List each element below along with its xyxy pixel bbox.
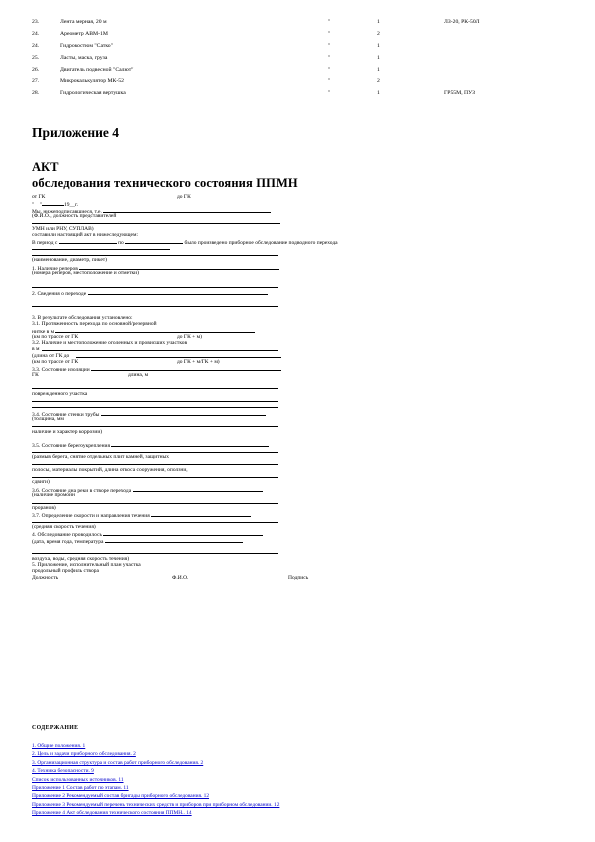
we-signed-label: Мы, нижеподписавшиеся, т.е. [32,208,102,215]
appendix-heading: Приложение 4 [32,125,120,140]
quantity-cell: 2 [377,78,380,85]
gk-label: ГК [32,371,39,378]
row-number: 25. [32,54,40,61]
benchmarks-hint: (номера реперов, местоположение и отметки) [32,270,139,277]
equipment-table [32,16,572,99]
km-to-label-2: до ГК + м/ГК + м) [177,358,220,365]
row-number: 26. [32,66,40,73]
item-name: Лента мерная, 20 м [60,19,107,25]
name-diameter-hint: (наименование, диаметр, пикет) [32,257,107,264]
unit-cell: " [328,30,331,37]
name-label: Ф.И.О. [172,574,189,581]
to-gk-label: до ГК [177,194,191,200]
quantity-cell: 1 [377,42,380,49]
km-to-label: до ГК + м) [177,333,202,340]
damage-length-label: длина, м [128,371,149,378]
date-year: 19__г. [64,202,79,209]
erosion-label: (размыв берега, снятие отдельных плит камней, защитных [32,454,169,461]
representatives-hint: (Ф.И.О., должность представителей [32,213,117,220]
act-subtitle: обследования технического состояния ППМН [32,176,298,190]
compiled-label: составили настоящий акт в нижеследующем: [32,232,138,239]
km-route-label: (км по трассе от ГК [32,333,79,340]
toc-heading: СОДЕРЖАНИЕ [32,725,79,731]
benchmarks-label: 1. Наличие реперов [32,265,78,272]
umn-label: УМН или РНУ, СУПЛАВ) [32,225,94,232]
toc-link[interactable]: Приложение 4 Акт обследования технического состояния ППМН.. 14 [32,810,192,817]
unit-cell: " [328,42,331,49]
row-number: 24. [32,30,40,37]
note-cell: ГР55М, ПУЗ [444,90,475,97]
thread-length-label: нитке в м [32,329,55,336]
corrosion-label: наличие и характер коррозии) [32,428,103,435]
conducted-label: 4. Обследование проводилось [32,532,102,539]
in-meters-label: в м [32,346,40,353]
quantity-cell: 1 [377,90,380,97]
unit-cell: " [328,19,331,25]
item-name: Гидрокостюм "Сатко" [60,42,113,49]
note-cell: ЛЗ-20, РК-50Л [444,19,480,25]
length-from-label: (длина от ГК до [32,352,70,359]
toc-link[interactable]: Список использованных источников. 11 [32,776,124,783]
toc-link[interactable]: Приложение 2 Рекомендуемый состав бригады приборного обследования. 12 [32,793,210,800]
item-name: Ареометр АВМ-1М [60,30,108,37]
results-label: 3. В результате обследования установлено: [32,314,133,321]
velocity-label: 3.7. Определение скорости и направления течения [32,513,150,520]
km-route-label-2: (км по трассе от ГК [32,358,79,365]
quantity-cell: 1 [377,54,380,61]
toc-link[interactable]: 2. Цель и задачи приборного обследования. 2 [32,751,136,758]
gaps-label: проранов) [32,504,56,511]
act-title: АКТ [32,160,59,174]
period-from-label: В период с [32,240,58,247]
profile-label: продольный профиль створа [32,568,99,575]
air-water-label: воздуха, воды, средняя скорость течения) [32,555,130,562]
toc-link[interactable]: 3. Организационная структура и состав работ приборного обследования. 2 [32,759,204,766]
date-temp-label: (дата, время года, температура [32,538,104,545]
item-name: Двигатель подвесной "Салют" [60,66,134,73]
item-name: Гидрологическая вертушка [60,90,126,97]
position-label: Должность [32,574,59,581]
table-row [32,28,572,40]
annex-label: 5. Приложение, исполнительный план участка [32,561,141,568]
row-number: 23. [32,19,40,25]
thickness-label: (толщина, мм [32,416,64,423]
damaged-section-label: поврежденного участка [32,390,88,397]
item-name: Ласты, маска, груза [60,54,108,61]
quantity-cell: 1 [377,66,380,73]
row-number: 24. [32,42,40,49]
toc-link[interactable]: Приложение 3 Рекомендуемый перечень технических средств и приборов при приборном обследовании. 12 [32,801,280,808]
table-row [32,87,572,99]
toc-link[interactable]: 1. Общие положения. 1 [32,743,86,749]
unit-cell: " [328,66,331,73]
act-form [32,194,472,581]
bank-label: 3.5. Состояние берегоукрепления [32,443,111,450]
length-label: 3.1. Протяженность перехода по основной/резервной [32,320,157,327]
table-row [32,75,572,87]
exposed-label: 3.2. Наличие и местоположение оголенных и провисших участков [32,339,188,346]
from-gk-label: от ГК [32,194,46,200]
pipe-wall-label: 3.4. Состояние стенки трубы [32,411,100,418]
period-to-label: по [118,240,124,247]
unit-cell: " [328,54,331,61]
quantity-cell: 1 [377,19,380,25]
avg-velocity-label: (средняя скорость течения) [32,523,96,530]
crossing-info-label: 2. Сведения о переходе [32,291,87,298]
table-row [32,64,572,76]
riverbed-label: 3.6. Состояние дна реки в створе перехода [32,487,132,494]
item-name: Микрокалькулятор МК-52 [60,78,124,85]
table-row [32,52,572,64]
strip-label: полосы, материалы покрытий, длина откоса сооружения, оползни, [32,466,188,473]
unit-cell: " [328,78,331,85]
row-number: 28. [32,90,40,97]
table-row [32,16,572,28]
inspection-text: было произведено приборное обследование подводного перехода [184,240,338,247]
row-number: 27. [32,78,40,85]
toc-link[interactable]: Приложение 1 Состав работ по этапам. 11 [32,785,129,792]
washouts-label: (наличие промоин [32,492,75,499]
signature-label: Подпись [288,574,309,581]
table-of-contents [32,742,279,818]
date-quote: " " [32,202,42,209]
insulation-label: 3.3. Состояние изоляции [32,367,90,374]
toc-link[interactable]: 4. Техника безопасности. 9 [32,768,94,775]
unit-cell: " [328,90,331,97]
table-row [32,40,572,52]
shifts-label: сдвиги) [32,479,50,486]
quantity-cell: 2 [377,30,380,37]
